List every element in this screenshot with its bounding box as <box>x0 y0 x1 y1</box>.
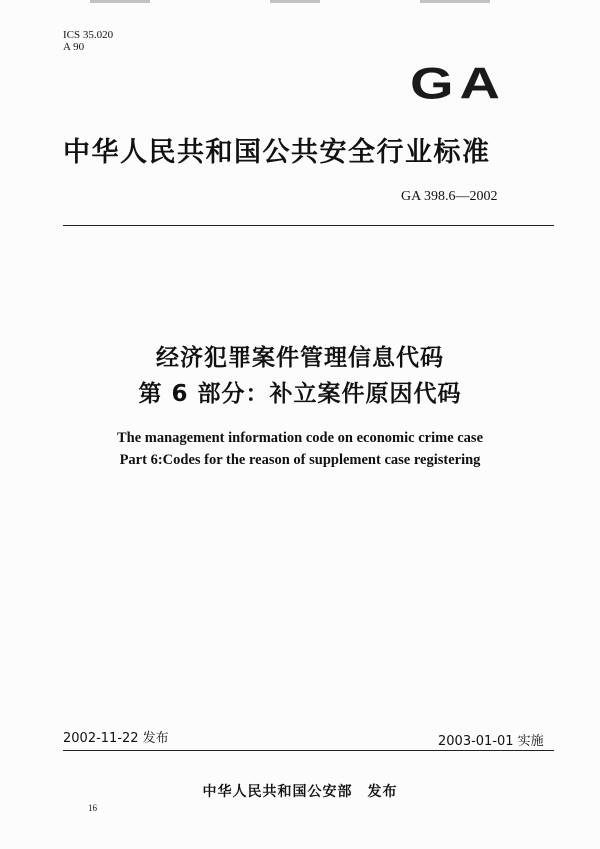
standard-number: GA 398.6—2002 <box>401 189 498 204</box>
ics-code: ICS 35.020 <box>63 29 114 41</box>
chinese-title-line-2: 第 6 部分：补立案件原因代码 <box>138 381 462 407</box>
page-number: 16 <box>88 803 97 813</box>
ccs-code: A 90 <box>63 41 85 53</box>
classification-codes <box>63 29 113 53</box>
scan-artifact <box>420 0 490 3</box>
header-divider <box>63 225 554 226</box>
footer-divider <box>63 750 554 751</box>
scan-artifact <box>270 0 320 3</box>
ga-logo: GA <box>410 57 506 109</box>
english-title-line-2: Part 6:Codes for the reason of supplement case registering <box>119 452 481 468</box>
chinese-title-line-1: 经济犯罪案件管理信息代码 <box>156 345 444 371</box>
standard-type-heading: 中华人民共和国公共安全行业标准 <box>63 137 491 168</box>
english-title-line-1: The management information code on economic crime case <box>116 430 484 446</box>
implementation-date: 2003-01-01 实施 <box>438 734 544 749</box>
scan-artifact <box>90 0 150 3</box>
publisher: 中华人民共和国公安部 发布 <box>202 784 398 800</box>
issue-date: 2002-11-22 发布 <box>63 731 169 746</box>
